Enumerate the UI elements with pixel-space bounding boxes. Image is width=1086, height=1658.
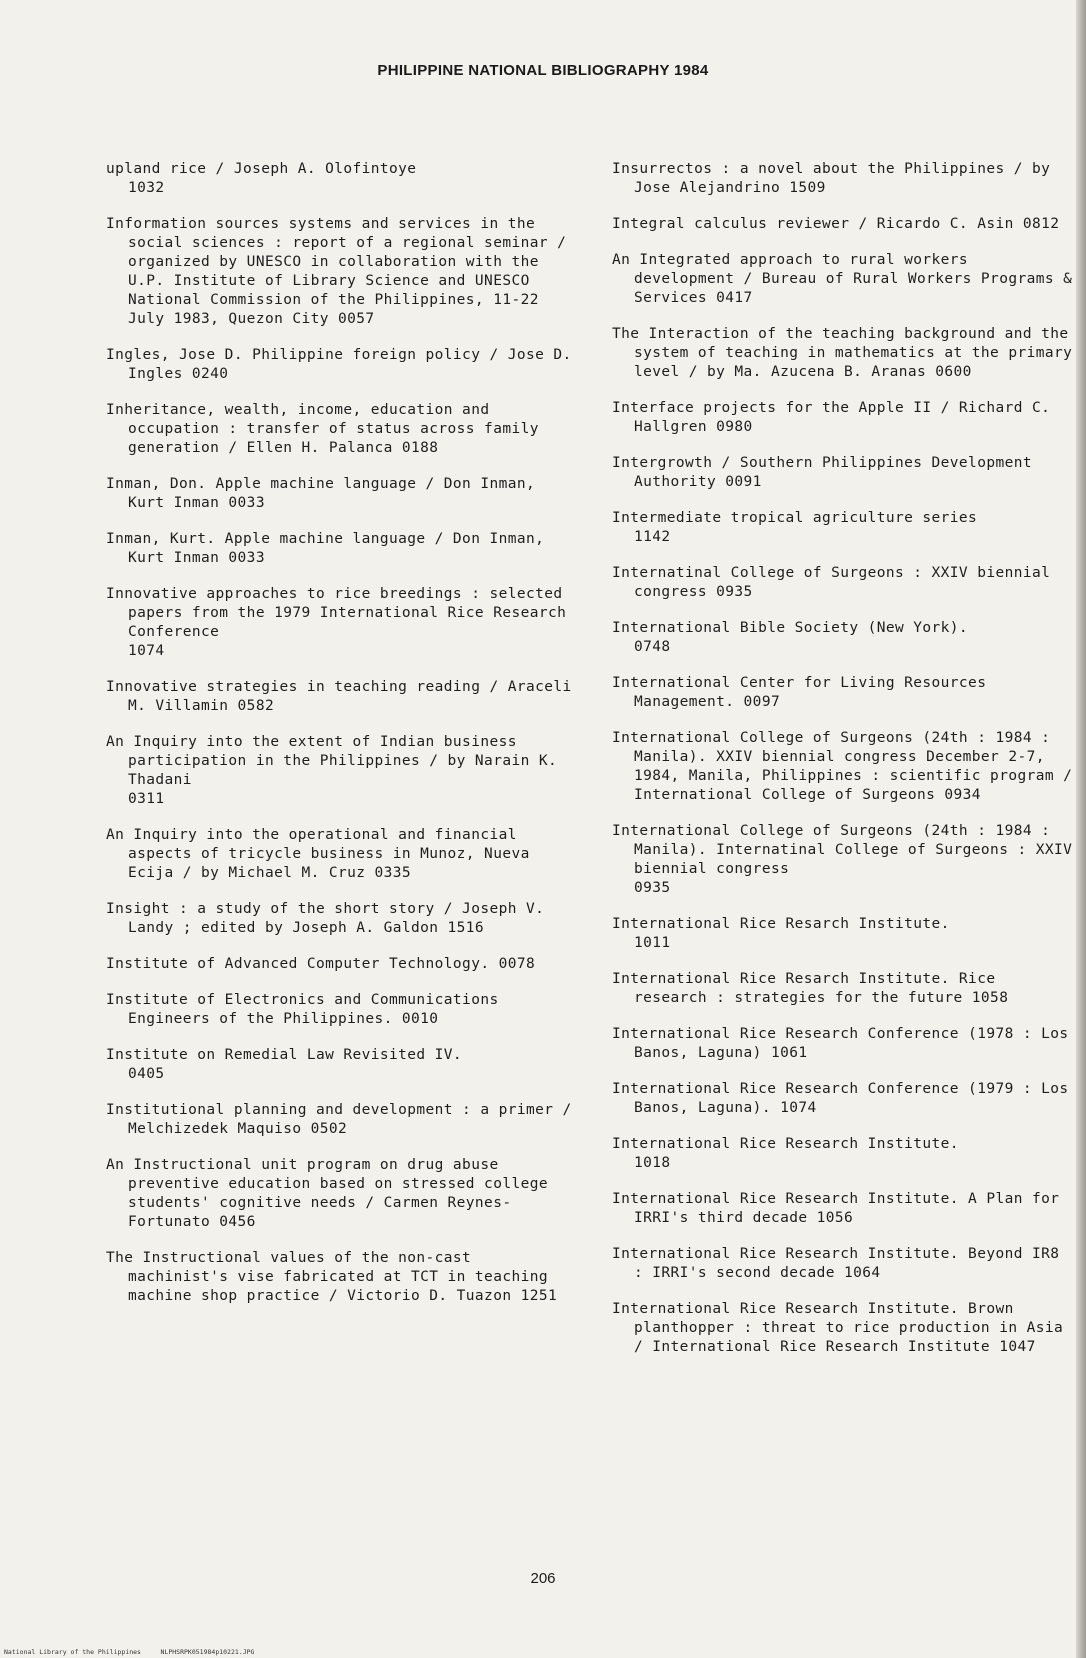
bibliography-entry: Insurrectos : a novel about the Philippines / by Jose Alejandrino 1509 xyxy=(612,161,1051,196)
bibliography-entry: International Rice Research Conference (1979 : Los Banos, Laguna). 1074 xyxy=(612,1081,1069,1116)
right-column xyxy=(612,160,1076,1374)
bibliography-entry: Institute of Advanced Computer Technology. 0078 xyxy=(106,956,536,972)
bibliography-entry: Interface projects for the Apple II / Richard C. Hallgren 0980 xyxy=(612,400,1051,435)
bibliography-entry: Innovative approaches to rice breedings : selected papers from the 1979 International Rice Research Conference 1074 xyxy=(106,586,567,659)
bibliography-entry: International Rice Research Institute. Brown planthopper : threat to rice production in Asia / International Rice Research Institute 1047 xyxy=(612,1301,1064,1355)
scan-footer: National Library of the Philippines NLPHSRPK051984p10221.JPG xyxy=(4,1648,255,1656)
bibliography-entry: International Rice Research Institute. A Plan for IRRI's third decade 1056 xyxy=(612,1191,1060,1226)
bibliography-entry: International College of Surgeons (24th : 1984 : Manila). Internatinal College of Surgeons : XXIV biennial congress 0935 xyxy=(612,823,1073,896)
bibliography-entry: Institute of Electronics and Communications Engineers of the Philippines. 0010 xyxy=(106,992,499,1027)
bibliography-entry: An Instructional unit program on drug abuse preventive education based on stressed college students' cognitive needs / Carmen Reynes-Fortunato 0456 xyxy=(106,1157,548,1230)
bibliography-entry: An Integrated approach to rural workers development / Bureau of Rural Workers Programs & Services 0417 xyxy=(612,252,1073,306)
bibliography-entry: Insight : a study of the short story / Joseph V. Landy ; edited by Joseph A. Galdon 1516 xyxy=(106,901,545,936)
bibliography-entry: International Rice Resarch Institute. Rice research : strategies for the future 1058 xyxy=(612,971,1009,1006)
bibliography-entry: Intermediate tropical agriculture series 1142 xyxy=(612,510,978,545)
bibliography-entry: International Rice Research Institute. 1018 xyxy=(612,1136,959,1171)
bibliography-entry: Information sources systems and services in the social sciences : report of a regional seminar / organized by UNESCO in collaboration with the U.P. Institute of Library Science and UNESCO National Commission of the Philippines, 11-22 July 1983, Quezon City 0057 xyxy=(106,216,567,327)
bibliography-entry: Integral calculus reviewer / Ricardo C. Asin 0812 xyxy=(612,216,1060,232)
bibliography-entry: International College of Surgeons (24th : 1984 : Manila). XXIV biennial congress December 2-7, 1984, Manila, Philippines : scientific program / International College of Surgeons 0934 xyxy=(612,730,1073,803)
bibliography-entry: Ingles, Jose D. Philippine foreign policy / Jose D. Ingles 0240 xyxy=(106,347,572,382)
page-header: PHILIPPINE NATIONAL BIBLIOGRAPHY 1984 xyxy=(377,62,709,79)
bibliography-entry: Institute on Remedial Law Revisited IV. 0405 xyxy=(106,1047,463,1082)
left-column xyxy=(106,160,576,1323)
bibliography-entry: Innovative strategies in teaching reading / Araceli M. Villamin 0582 xyxy=(106,679,572,714)
bibliography-entry: International Center for Living Resources Management. 0097 xyxy=(612,675,987,710)
bibliography-entry: Institutional planning and development : a primer / Melchizedek Maquiso 0502 xyxy=(106,1102,572,1137)
bibliography-entry: International Rice Research Institute. Beyond IR8 : IRRI's second decade 1064 xyxy=(612,1246,1060,1281)
bibliography-entry: The Interaction of the teaching background and the system of teaching in mathematics at the primary level / by Ma. Azucena B. Aranas 0600 xyxy=(612,326,1073,380)
bibliography-entry: Inheritance, wealth, income, education and occupation : transfer of status across family generation / Ellen H. Palanca 0188 xyxy=(106,402,539,456)
page-edge xyxy=(1076,0,1086,1658)
page-number: 206 xyxy=(530,1570,556,1587)
bibliography-entry: International Rice Research Conference (1978 : Los Banos, Laguna) 1061 xyxy=(612,1026,1069,1061)
bibliography-entry: An Inquiry into the operational and financial aspects of tricycle business in Munoz, Nueva Ecija / by Michael M. Cruz 0335 xyxy=(106,827,530,881)
bibliography-entry: Inman, Don. Apple machine language / Don Inman, Kurt Inman 0033 xyxy=(106,476,536,511)
bibliography-entry: International Rice Resarch Institute. 1011 xyxy=(612,916,950,951)
bibliography-entry: Inman, Kurt. Apple machine language / Don Inman, Kurt Inman 0033 xyxy=(106,531,545,566)
bibliography-entry: upland rice / Joseph A. Olofintoye 1032 xyxy=(106,161,417,196)
bibliography-entry: An Inquiry into the extent of Indian business participation in the Philippines / by Narain K. Thadani 0311 xyxy=(106,734,558,807)
bibliography-entry: Internatinal College of Surgeons : XXIV biennial congress 0935 xyxy=(612,565,1051,600)
bibliography-entry: International Bible Society (New York). 0748 xyxy=(612,620,969,655)
bibliography-entry: The Instructional values of the non-cast machinist's vise fabricated at TCT in teaching machine shop practice / Victorio D. Tuazon 1251 xyxy=(106,1250,558,1304)
bibliography-entry: Intergrowth / Southern Philippines Development Authority 0091 xyxy=(612,455,1032,490)
